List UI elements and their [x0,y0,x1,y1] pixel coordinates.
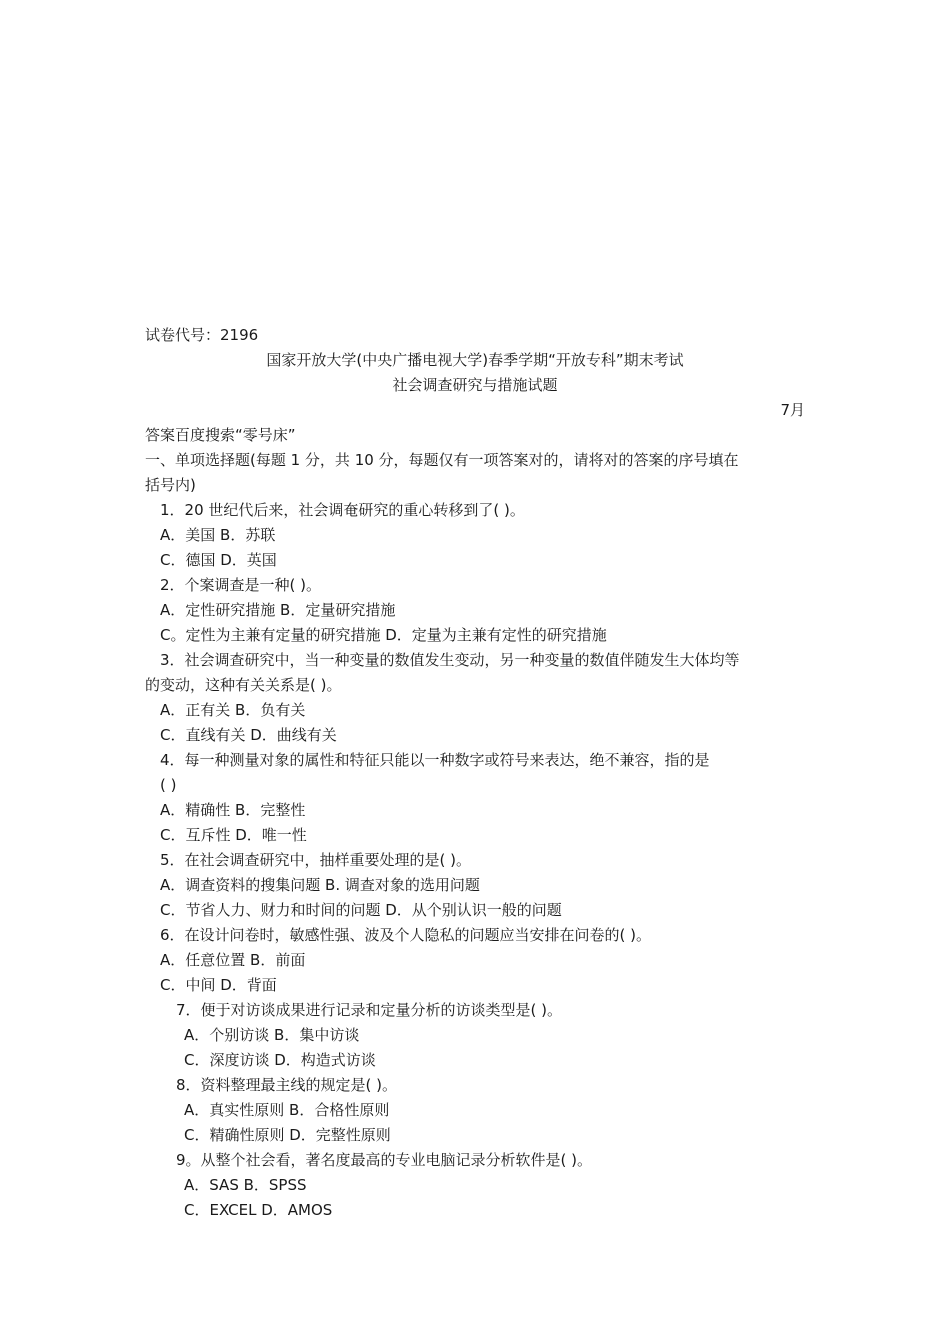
question-5-options-cd: C．节省人力、财力和时间的问题 D．从个别认识一般的问题 [160,901,562,919]
question-1-options-ab: A．美国 B．苏联 [160,526,276,544]
question-5-options-ab: A．调查资料的搜集问题 B. 调查对象的选用问题 [160,876,480,894]
question-3-options-ab: A．正有关 B．负有关 [160,701,306,719]
question-7-stem: 7．便于对访谈成果进行记录和定量分析的访谈类型是( )。 [176,1001,563,1019]
subject-title: 社会调查研究与措施试题 [392,376,558,394]
exam-date: 7月 [780,401,805,419]
question-8-options-cd: C．精确性原则 D．完整性原则 [184,1126,391,1144]
question-9-options-cd: C．EXCEL D．AMOS [184,1201,333,1219]
question-4-stem-cont: ( ) [160,776,177,794]
question-8-stem: 8．资料整理最主线的规定是( )。 [176,1076,398,1094]
answer-note: 答案百度搜索“零号床” [145,426,296,444]
question-5-stem: 5．在社会调查研究中，抽样重要处理的是( )。 [160,851,472,869]
question-6-options-cd: C．中间 D．背面 [160,976,277,994]
question-4-options-cd: C．互斥性 D．唯一性 [160,826,307,844]
question-9-options-ab: A．SAS B．SPSS [184,1176,307,1194]
question-3-stem: 3．社会调查研究中，当一种变量的数值发生变动，另一种变量的数值伴随发生大体均等 [160,651,740,669]
question-9-stem: 9。从整个社会看，著名度最高的专业电脑记录分析软件是( )。 [176,1151,593,1169]
section-title-cont: 括号内) [145,476,196,494]
question-8-options-ab: A．真实性原则 B．合格性原则 [184,1101,390,1119]
question-2-options-ab: A．定性研究措施 B．定量研究措施 [160,601,396,619]
question-4-options-ab: A．精确性 B．完整性 [160,801,306,819]
question-2-options-cd: C。定性为主兼有定量的研究措施 D．定量为主兼有定性的研究措施 [160,626,607,644]
question-3-options-cd: C．直线有关 D．曲线有关 [160,726,337,744]
question-1-options-cd: C．德国 D．英国 [160,551,277,569]
question-7-options-ab: A．个别访谈 B．集中访谈 [184,1026,360,1044]
question-2-stem: 2．个案调查是一种( )。 [160,576,322,594]
question-3-stem-cont: 的变动，这种有关关系是( )。 [145,676,342,694]
question-7-options-cd: C．深度访谈 D．构造式访谈 [184,1051,376,1069]
question-6-options-ab: A．任意位置 B．前面 [160,951,306,969]
university-line: 国家开放大学(中央广播电视大学)春季学期“开放专科”期末考试 [266,351,684,369]
question-1-stem: 1．20 世纪代后来，社会调奄研究的重心转移到了( )。 [160,501,525,519]
question-6-stem: 6．在设计问卷时，敏感性强、波及个人隐私的问题应当安排在问卷的( )。 [160,926,652,944]
paper-code: 试卷代号：2196 [145,326,259,344]
section-title: 一、单项选择题(每题 1 分，共 10 分，每题仅有一项答案对的，请将对的答案的序号填在 [145,451,739,469]
question-4-stem: 4．每一种测量对象的属性和特征只能以一种数字或符号来表达，绝不兼容，指的是 [160,751,710,769]
